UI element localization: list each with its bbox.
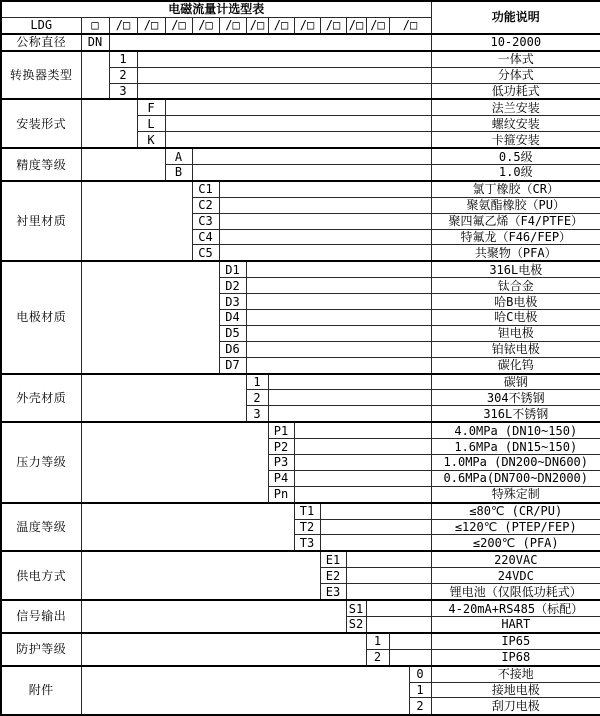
- option-description: 刮刀电极: [431, 698, 600, 715]
- model-slot-box: /□: [294, 17, 320, 33]
- option-code: F: [137, 99, 165, 115]
- option-row: [1, 551, 600, 567]
- staircase-gap-right: [246, 325, 431, 341]
- option-code: C5: [192, 245, 219, 261]
- staircase-gap-right: [294, 422, 431, 438]
- option-code: D1: [219, 261, 246, 277]
- model-slot-box: /□: [219, 17, 246, 33]
- option-code: P2: [268, 439, 294, 455]
- category-label: 衬里材质: [1, 181, 81, 261]
- option-description: 特氟龙（F46/FEP）: [431, 229, 600, 245]
- option-row: [1, 34, 600, 51]
- option-row: [1, 51, 600, 67]
- option-code: C1: [192, 181, 219, 197]
- option-description: 哈C电极: [431, 310, 600, 326]
- option-code: C2: [192, 197, 219, 213]
- staircase-gap-right: [320, 535, 431, 551]
- function-column-header: 功能说明: [431, 1, 600, 34]
- category-label: 供电方式: [1, 551, 81, 600]
- option-description: 锂电池（仅限低功耗式）: [431, 584, 600, 600]
- category-label: 电极材质: [1, 261, 81, 373]
- option-description: 接地电极: [431, 682, 600, 698]
- staircase-gap-right: [246, 341, 431, 357]
- model-base-box: □: [81, 17, 109, 33]
- staircase-gap-right: [346, 568, 431, 584]
- model-slot-box: /□: [109, 17, 137, 33]
- category-label: 公称直径: [1, 34, 81, 51]
- option-description: 钛合金: [431, 278, 600, 294]
- option-row: [1, 181, 600, 197]
- option-description: 分体式: [431, 67, 600, 83]
- option-description: 0.5级: [431, 148, 600, 164]
- staircase-gap-right: [294, 439, 431, 455]
- option-code: DN: [81, 34, 109, 51]
- option-description: 4.0MPa (DN10~150): [431, 422, 600, 438]
- option-description: 碳钢: [431, 374, 600, 390]
- option-code: 2: [246, 390, 268, 406]
- staircase-gap-right: [246, 261, 431, 277]
- option-code: D5: [219, 325, 246, 341]
- staircase-gap-right: [320, 519, 431, 535]
- option-description: 4-20mA+RS485（标配）: [431, 600, 600, 616]
- option-description: 螺纹安装: [431, 116, 600, 132]
- model-slot-box: /□: [246, 17, 268, 33]
- staircase-gap-left: [81, 99, 137, 148]
- option-description: 氯丁橡胶（CR）: [431, 181, 600, 197]
- staircase-gap-left: [81, 503, 294, 552]
- model-slot-box: /□: [137, 17, 165, 33]
- option-code: 1: [109, 51, 137, 67]
- option-code: E2: [320, 568, 346, 584]
- option-code: E3: [320, 584, 346, 600]
- staircase-gap-right: [219, 229, 431, 245]
- staircase-gap-right: [346, 551, 431, 567]
- option-description: 10-2000: [431, 34, 600, 51]
- model-slot-box: /□: [165, 17, 192, 33]
- option-description: 哈B电极: [431, 294, 600, 310]
- staircase-gap-right: [165, 132, 431, 148]
- staircase-gap-left: [81, 374, 246, 423]
- staircase-gap-left: [81, 600, 346, 633]
- option-row: [1, 600, 600, 616]
- staircase-gap-right: [294, 455, 431, 471]
- option-description: ≤120℃ (PTEP/FEP): [431, 519, 600, 535]
- option-code: 2: [366, 649, 389, 665]
- option-description: 碳化钨: [431, 357, 600, 373]
- staircase-gap-left: [81, 181, 192, 261]
- category-label: 转换器类型: [1, 51, 81, 100]
- staircase-gap-right: [246, 357, 431, 373]
- category-label: 温度等级: [1, 503, 81, 552]
- option-code: C3: [192, 213, 219, 229]
- model-slot-box: /□: [192, 17, 219, 33]
- staircase-gap-left: [81, 633, 366, 666]
- staircase-gap-right: [246, 278, 431, 294]
- option-code: C4: [192, 229, 219, 245]
- staircase-gap-right: [268, 406, 431, 422]
- option-description: 0.6MPa(DN700~DN2000): [431, 470, 600, 486]
- option-code: D4: [219, 310, 246, 326]
- option-description: 聚四氟乙烯（F4/PTFE）: [431, 213, 600, 229]
- option-description: 聚氨酯橡胶（PU）: [431, 197, 600, 213]
- staircase-gap-right: [320, 503, 431, 519]
- category-label: 安装形式: [1, 99, 81, 148]
- category-label: 精度等级: [1, 148, 81, 181]
- staircase-gap-right: [294, 470, 431, 486]
- option-description: HART: [431, 616, 600, 632]
- title-row: [1, 1, 600, 17]
- option-code: 0: [409, 666, 431, 682]
- option-code: A: [165, 148, 192, 164]
- option-code: 2: [109, 67, 137, 83]
- option-code: D7: [219, 357, 246, 373]
- option-code: S2: [346, 616, 366, 632]
- staircase-gap-right: [219, 245, 431, 261]
- option-description: 共聚物（PFA）: [431, 245, 600, 261]
- option-description: 特殊定制: [431, 486, 600, 502]
- option-description: 不接地: [431, 666, 600, 682]
- option-description: 1.0MPa (DN200~DN600): [431, 455, 600, 471]
- option-description: ≤80℃ (CR/PU): [431, 503, 600, 519]
- option-description: 316L不锈钢: [431, 406, 600, 422]
- option-code: B: [165, 165, 192, 181]
- option-code: P1: [268, 422, 294, 438]
- option-description: 220VAC: [431, 551, 600, 567]
- option-description: 1.0级: [431, 165, 600, 181]
- option-code: D3: [219, 294, 246, 310]
- option-description: 一体式: [431, 51, 600, 67]
- staircase-gap-left: [81, 666, 409, 715]
- category-label: 防护等级: [1, 633, 81, 666]
- staircase-gap-right: [165, 99, 431, 115]
- option-code: T2: [294, 519, 320, 535]
- option-row: [1, 503, 600, 519]
- option-code: P4: [268, 470, 294, 486]
- option-code: 1: [246, 374, 268, 390]
- option-description: 低功耗式: [431, 83, 600, 99]
- model-slot-box: /□: [389, 17, 431, 33]
- category-label: 附件: [1, 666, 81, 715]
- staircase-gap-left: [81, 261, 219, 373]
- option-description: 1.6MPa (DN15~150): [431, 439, 600, 455]
- option-row: [1, 422, 600, 438]
- option-code: D6: [219, 341, 246, 357]
- staircase-gap-right: [268, 390, 431, 406]
- staircase-gap-right: [268, 374, 431, 390]
- option-row: [1, 633, 600, 649]
- option-code: L: [137, 116, 165, 132]
- option-description: IP68: [431, 649, 600, 665]
- option-code: 1: [409, 682, 431, 698]
- option-description: 法兰安装: [431, 99, 600, 115]
- staircase-gap-right: [219, 213, 431, 229]
- staircase-gap-right: [137, 83, 431, 99]
- model-slot-box: /□: [320, 17, 346, 33]
- option-code: 3: [109, 83, 137, 99]
- staircase-gap-right: [366, 600, 431, 616]
- option-description: 钽电极: [431, 325, 600, 341]
- category-label: 外壳材质: [1, 374, 81, 423]
- option-code: S1: [346, 600, 366, 616]
- staircase-gap-right: [137, 67, 431, 83]
- option-description: 铂铱电极: [431, 341, 600, 357]
- option-description: 304不锈钢: [431, 390, 600, 406]
- staircase-gap-right: [389, 649, 431, 665]
- option-description: 316L电极: [431, 261, 600, 277]
- staircase-gap-right: [346, 584, 431, 600]
- category-label: 压力等级: [1, 422, 81, 502]
- option-code: K: [137, 132, 165, 148]
- model-slot-box: /□: [268, 17, 294, 33]
- option-description: IP65: [431, 633, 600, 649]
- model-slot-box: /□: [366, 17, 389, 33]
- option-code: 3: [246, 406, 268, 422]
- option-code: 2: [409, 698, 431, 715]
- option-code: P3: [268, 455, 294, 471]
- option-code: 1: [366, 633, 389, 649]
- option-row: [1, 374, 600, 390]
- staircase-gap-right: [219, 181, 431, 197]
- option-code: E1: [320, 551, 346, 567]
- category-label: 信号输出: [1, 600, 81, 633]
- staircase-gap-right: [246, 294, 431, 310]
- staircase-gap-left: [81, 551, 320, 600]
- staircase-gap-left: [81, 422, 268, 502]
- staircase-gap-right: [165, 116, 431, 132]
- option-code: T1: [294, 503, 320, 519]
- option-code: Pn: [268, 486, 294, 502]
- staircase-gap-left: [81, 51, 109, 100]
- staircase-gap-right: [137, 51, 431, 67]
- option-row: [1, 99, 600, 115]
- staircase-gap-right: [192, 148, 431, 164]
- option-description: 24VDC: [431, 568, 600, 584]
- option-row: [1, 666, 600, 682]
- table-title: 电磁流量计选型表: [1, 1, 431, 17]
- option-code: T3: [294, 535, 320, 551]
- option-row: [1, 261, 600, 277]
- option-description: ≤200℃ (PFA): [431, 535, 600, 551]
- option-code: D2: [219, 278, 246, 294]
- option-row: [1, 148, 600, 164]
- staircase-gap-right: [109, 34, 431, 51]
- staircase-gap-right: [389, 633, 431, 649]
- staircase-gap-right: [366, 616, 431, 632]
- model-prefix: LDG: [1, 17, 81, 33]
- model-slot-box: /□: [346, 17, 366, 33]
- staircase-gap-right: [246, 310, 431, 326]
- staircase-gap-left: [81, 148, 165, 181]
- staircase-gap-right: [219, 197, 431, 213]
- staircase-gap-right: [294, 486, 431, 502]
- staircase-gap-right: [192, 165, 431, 181]
- option-description: 卡箍安装: [431, 132, 600, 148]
